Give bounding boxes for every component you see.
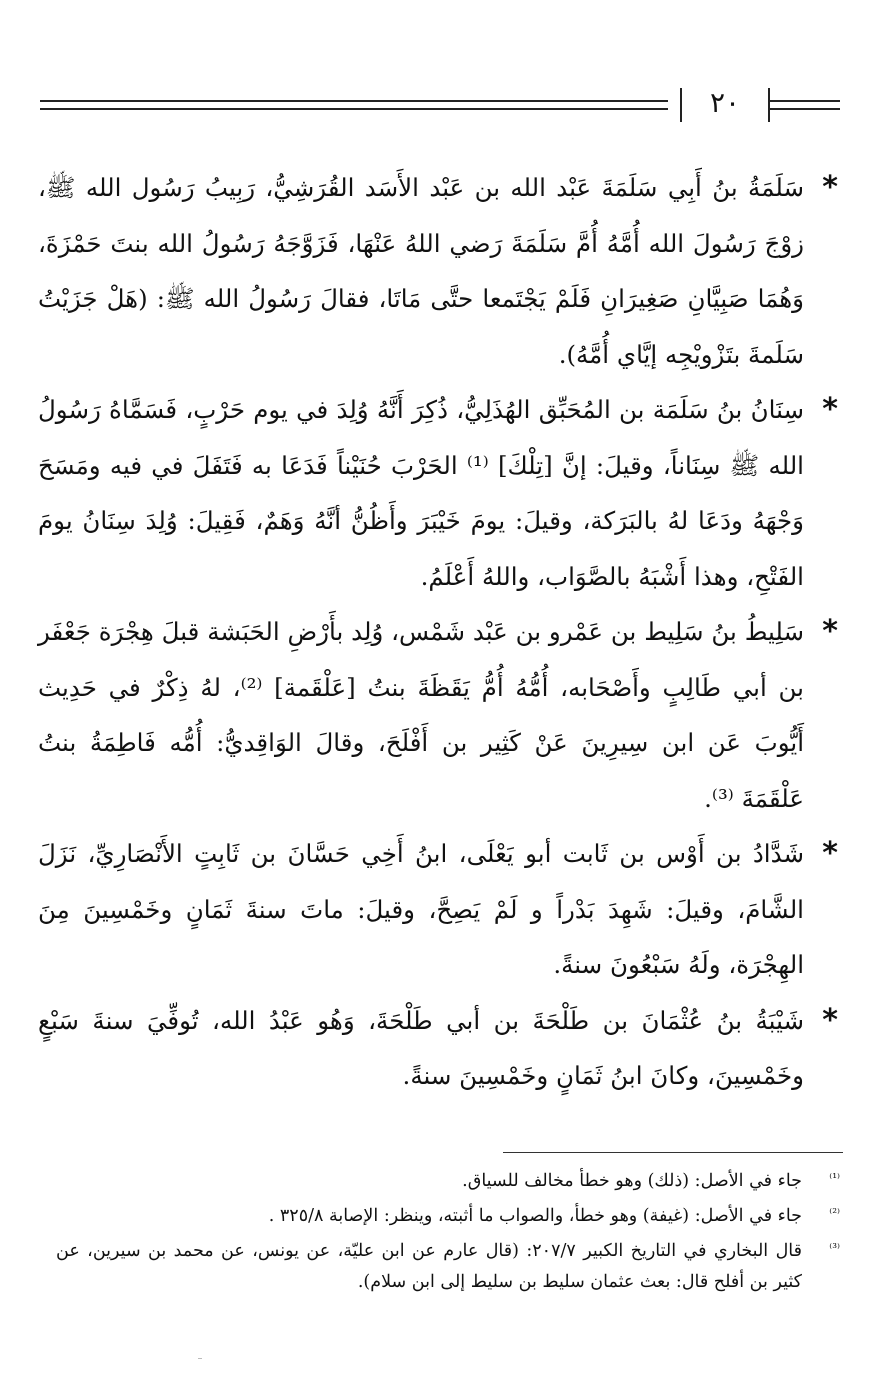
entry-bullet: * bbox=[822, 392, 838, 427]
entry-text: شَدَّادُ بن أَوْس بن ثَابت أبو يَعْلَى، ابنُ أَخِي حَسَّانَ بن ثَابِتٍ الأَنْصَارِيِّ، نَزَلَ الشَّامَ، وقيلَ: شَهِدَ بَدْراً و لَمْ يَصِحَّ، وقيلَ: ماتَ سنةَ ثَمَانٍ وخَمْسِينَ مِنَ الهِجْرَة، ولَهُ سَبْعُونَ سنةً. bbox=[38, 839, 804, 979]
footnote-text: قال البخاري في التاريخ الكبير ٢٠٧/٧: (قال عارم عن ابن عليّة، عن يونس، عن محمد بن سيرين، عن كثير بن أفلح قال: بعث عثمان سليط بن سليط إلى ابن سلام). bbox=[56, 1241, 802, 1292]
entry-text: سَلِيطُ بنُ سَلِيط بن عَمْرو بن عَبْد شَمْس، وُلِد بأَرْضِ الحَبَشة قبلَ هِجْرَة جَعْفَر بن أبي طَالِبٍ وأَصْحَابه، أُمُّهُ أُمُّ يَقَظَةَ بنتُ [عَلْقَمة] ⁽²⁾، لهُ ذِكْرٌ في حَدِيث أَيُّوبَ عَن ابن سِيرِينَ عَنْ كَثِير بن أَفْلَحَ، وقالَ الوَاقِديُّ: أُمُّه فَاطِمَةُ بنتُ عَلْقَمَةَ ⁽³⁾. bbox=[38, 617, 804, 813]
header-separator bbox=[680, 88, 682, 122]
entry bbox=[38, 826, 838, 993]
entry-text: شَيْبَةُ بنُ عُثْمَانَ بن طَلْحَةَ بن أبي طَلْحَةَ، وَهُو عَبْدُ الله، تُوفِّيَ سنةَ سَبْعٍ وخَمْسِينَ، وكانَ ابنُ ثَمَانٍ وخَمْسِينَ سنةً. bbox=[38, 1005, 804, 1090]
entry bbox=[38, 160, 838, 382]
entry-bullet: * bbox=[822, 836, 838, 871]
footnote-number: ⁽³⁾ bbox=[829, 1241, 840, 1255]
header-rule-left bbox=[40, 100, 668, 110]
footnote bbox=[56, 1236, 840, 1298]
page-number: ٢٠ bbox=[709, 86, 741, 119]
entry-bullet: * bbox=[822, 614, 838, 649]
footnote bbox=[56, 1201, 840, 1232]
entry-bullet: * bbox=[822, 1002, 838, 1038]
entry-text: سَلَمَةُ بنُ أَبِي سَلَمَةَ عَبْد الله بن عَبْد الأَسَد القُرَشِيُّ، رَبِيبُ رَسُول الله ﷺ، زوْجَ رَسُولَ الله أُمَّهُ أُمَّ سَلَمَةَ رَضي اللهُ عَنْهَا، فَزَوَّجَهُ رَسُولُ الله بنتَ حَمْزَةَ، وَهُمَا صَبِيَّانِ صَغِيرَانِ فَلَمْ يَجْتَمعا حتَّى مَاتَا، فقالَ رَسُولُ الله ﷺ: (هَلْ جَزَيْتُ سَلَمةَ بتَزْويْجِه إيَّاي أُمَّهُ). bbox=[38, 173, 804, 369]
entry bbox=[38, 993, 838, 1104]
main-text bbox=[38, 160, 838, 1104]
footnote-divider bbox=[503, 1152, 843, 1153]
entry-bullet: * bbox=[822, 170, 838, 205]
footnotes bbox=[56, 1166, 840, 1302]
header-rule-right bbox=[770, 100, 840, 110]
entry bbox=[38, 382, 838, 604]
footnote-text: جاء في الأصل: (غيفة) وهو خطأ، والصواب ما أثبته، وينظر: الإصابة ٣٢٥/٨ . bbox=[268, 1206, 802, 1226]
footnote-text: جاء في الأصل: (ذلك) وهو خطأ مخالف للسياق. bbox=[462, 1171, 802, 1191]
footnote-number: ⁽²⁾ bbox=[829, 1206, 840, 1220]
scan-speck bbox=[198, 1358, 202, 1359]
entry bbox=[38, 604, 838, 826]
entry-text: سِنَانُ بنُ سَلَمَة بن المُحَبِّق الهُذَلِيُّ، ذُكِرَ أَنَّهُ وُلِدَ في يوم حَرْبٍ، فَسَمَّاهُ رَسُولُ الله ﷺ سِنَاناً، وقيلَ: إنَّ [تِلْكَ] ⁽¹⁾ الحَرْبَ حُنَيْناً فَدَعَا به فَتَفَلَ في فيه ومَسَحَ وَجْهَهُ ودَعَا لهُ بالبَرَكة، وقيلَ: يومَ خَيْبَرَ وأَظُنُّ أنَّهُ وَهَمٌ، فَقِيلَ: وُلِدَ سِنَانُ يومَ الفَتْحِ، وهذا أَشْبَهُ بالصَّوَاب، واللهُ أَعْلَمُ. bbox=[38, 395, 804, 591]
page-header bbox=[40, 88, 840, 122]
footnote-number: ⁽¹⁾ bbox=[829, 1171, 840, 1185]
footnote bbox=[56, 1166, 840, 1197]
